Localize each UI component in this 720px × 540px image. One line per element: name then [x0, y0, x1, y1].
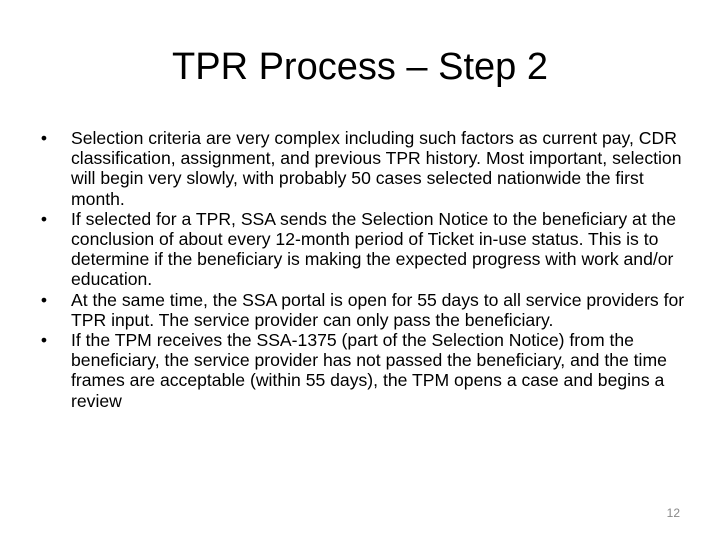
bullet-text: Selection criteria are very complex including such factors as current pay, CDR classification, assignment, and previous TPR history. Most important, selection will begin very slowly, with probably 50 cases selected nationwide the first month.: [71, 128, 682, 209]
bullet-item: [36, 128, 686, 209]
page-number: 12: [666, 506, 680, 520]
bullet-text: At the same time, the SSA portal is open for 55 days to all service providers for TPR input. The service provider can only pass the beneficiary.: [71, 289, 685, 330]
slide-title: TPR Process – Step 2: [172, 46, 548, 88]
bullet-text: If the TPM receives the SSA-1375 (part of the Selection Notice) from the beneficiary, the service provider has not passed the beneficiary, and the time frames are acceptable (within 55 days), the TPM opens a case and begins a review: [71, 330, 667, 411]
bullet-item: [36, 209, 686, 290]
bullet-text: If selected for a TPR, SSA sends the Selection Notice to the beneficiary at the conclusion of about every 12-month period of Ticket in-use status. This is to determine if the beneficiary is making the expected progress with work and/or education.: [71, 208, 677, 290]
bullet-marker: •: [40, 208, 48, 229]
bullet-item: [36, 330, 686, 411]
bullet-list: [36, 128, 686, 411]
bullet-marker: •: [40, 289, 48, 310]
bullet-marker: •: [40, 128, 48, 148]
bullet-marker: •: [40, 330, 48, 351]
bullet-item: [36, 290, 686, 330]
